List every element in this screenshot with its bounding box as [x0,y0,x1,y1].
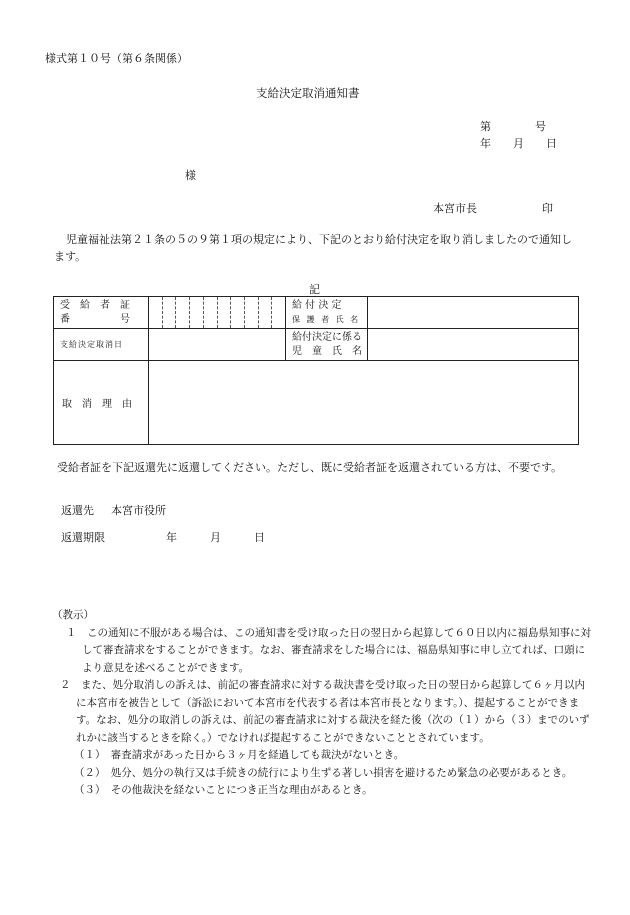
recipient-cert-label-cell [54,297,149,329]
cancel-date-value [149,329,286,361]
document-date-label: 年 月 日 [480,137,557,150]
form-number: 様式第１０号（第６条関係） [45,52,188,65]
child-decision-label: 給付決定に係る [292,331,362,343]
benefit-decision-label: 給 付 決 定 [292,299,342,311]
cancel-date-label: 支給決定取消日 [54,329,149,361]
addressee-suffix: 様 [185,169,196,182]
seal-mark: 印 [542,202,553,215]
return-destination-value: 本宮市役所 [111,504,166,517]
document-number-label: 第 号 [480,120,546,133]
notice-heading: （教示） [52,609,94,621]
child-name-value [368,329,579,361]
appeal-notice [52,607,592,800]
guardian-name-label: 保 護 者 氏 名 [292,314,361,324]
guardian-name-label-cell [286,297,368,329]
return-instructions: 受給者証を下記返還先に返還してください。ただし、既に受給者証を返還されている方は、不要です。 [57,461,563,474]
child-name-label-cell [286,329,368,361]
notice-sub-item-3: （３） その他裁決を経ないことにつき正当な理由があるとき。 [74,784,373,796]
child-name-label: 児 童 氏 名 [292,345,362,357]
recipient-cert-number-cell [149,297,286,329]
return-deadline-label: 返還期限 [61,531,105,544]
document-title: 支給決定取消通知書 [256,86,360,100]
return-deadline-value: 年 月 日 [166,531,265,544]
cancel-reason-value [149,361,579,445]
guardian-name-value [368,297,579,329]
notice-sub-item-2: （２） 処分、処分の執行又は手続きの続行により生ずる著しい損害を避けるため緊急の必要があるとき。 [74,766,573,779]
notice-sub-item-1: （１） 審査請求があった日から３ヶ月を経過しても裁決がないとき。 [74,749,405,761]
body-text: 児童福祉法第２１条の５の９第１項の規定により、下記のとおり給付決定を取り消しましたので通知します。 [54,233,572,263]
notice-item-2: ２ また、処分取消しの訴えは、前記の審査請求に対する裁決書を受け取った日の翌日から起算して６ヶ月以内に本宮市を被告として（訴訟において本宮市を代表する者は本宮市長となります。）、提起することができます。なお、処分の取消しの訴えは、前記の審査請求に対する裁決を経た後（次の（１）から（３）までのいずれかに該当するときを除く。）でなければ提起することができないこととされています。 [60,679,590,744]
ki-label: 記 [309,283,320,296]
cancel-reason-label: 取 消 理 由 [54,361,149,445]
return-destination-label: 返還先 [61,504,94,517]
recipient-cert-label: 受 給 者 証 [60,299,130,311]
cancellation-info-table [53,296,579,445]
recipient-number-label: 番 号 [60,313,130,325]
sender-name: 本宮市長 [433,202,477,215]
notice-item-1: １ この通知に不服がある場合は、この通知書を受け取った日の翌日から起算して６０日以内に福島県知事に対して審査請求をすることができます。なお、審査請求をした場合には、福島県知事に申し立てれば、口頭により意見を述べることができます。 [66,626,591,674]
